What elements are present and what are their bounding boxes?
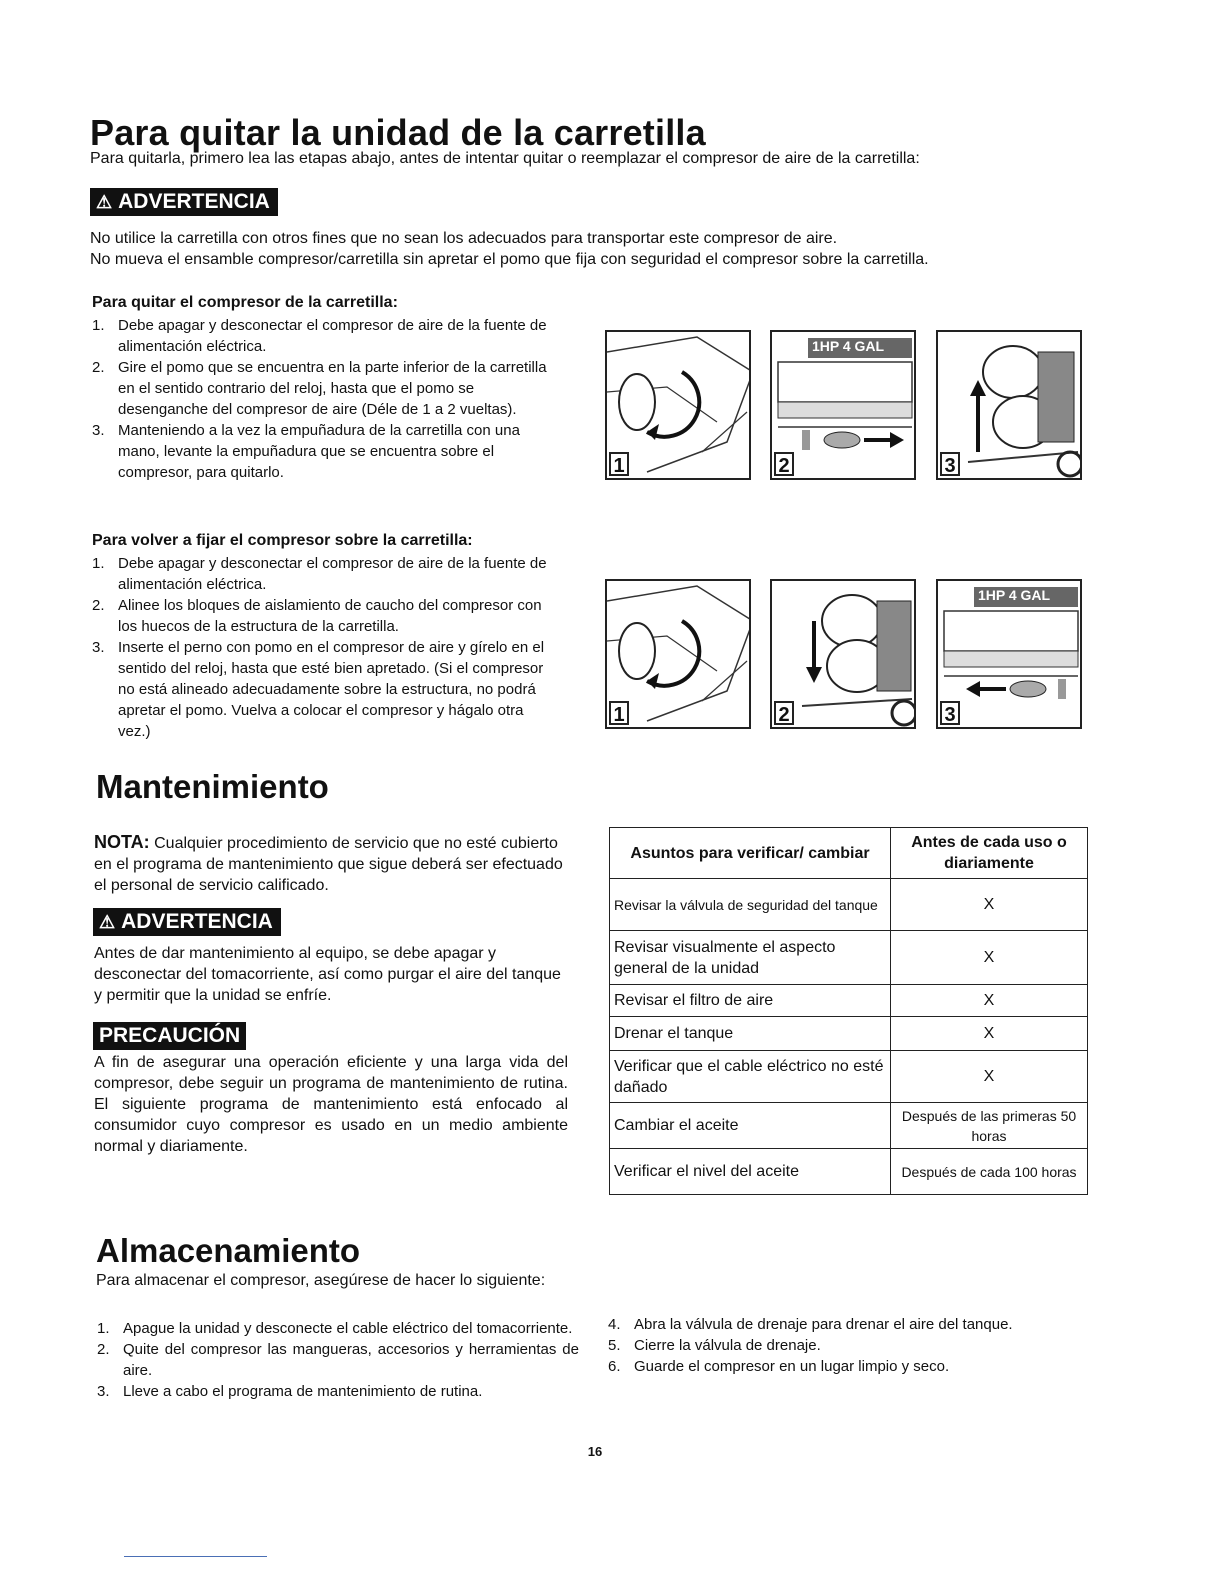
attach-steps-list <box>92 553 552 742</box>
section-title-maintenance: Mantenimiento <box>96 768 329 805</box>
list-item: 2. Gire el pomo que se encuentra en la parte inferior de la carretilla en el sentido contrario del reloj, hasta que el pomo se desenganche del compresor de aire (Déle de 1 a 2 vueltas). <box>92 359 547 418</box>
list-item: 4. Abra la válvula de drenaje para drenar el aire del tanque. <box>608 1316 1013 1333</box>
figure-number: 1 <box>609 701 629 725</box>
figure-number: 3 <box>940 452 960 476</box>
list-item: 2. Alinee los bloques de aislamiento de caucho del compresor con los huecos de la estructura de la carretilla. <box>92 597 542 635</box>
table-row <box>610 1017 1088 1051</box>
list-item: 2. Quite del compresor las mangueras, accesorios y herramientas de aire. <box>97 1341 579 1379</box>
figure-remove-step-1 <box>605 330 751 480</box>
section-title-storage: Almacenamiento <box>96 1232 361 1269</box>
table-cell-frequency: Después de cada 100 horas <box>891 1149 1088 1195</box>
attach-heading: Para volver a fijar el compresor sobre la carretilla: <box>92 532 473 549</box>
figure-attach-step-2 <box>770 579 916 729</box>
table-row <box>610 1149 1088 1195</box>
table-cell-item: Revisar la válvula de seguridad del tanque <box>610 879 891 931</box>
figure-number: 3 <box>940 701 960 725</box>
footer-rule <box>124 1556 267 1557</box>
storage-intro: Para almacenar el compresor, asegúrese de hacer lo siguiente: <box>96 1272 546 1289</box>
warning-triangle-icon: ⚠ <box>99 912 116 932</box>
storage-steps-left <box>97 1318 579 1402</box>
table-cell-frequency: Después de las primeras 50 horas <box>891 1103 1088 1149</box>
table-row <box>610 985 1088 1017</box>
figure-attach-step-1 <box>605 579 751 729</box>
column-header-frequency: Antes de cada uso o diariamente <box>891 828 1088 879</box>
list-item: 1. Debe apagar y desconectar el compresor de aire de la fuente de alimentación eléctrica. <box>92 317 547 355</box>
warning-text-removal <box>90 228 1090 270</box>
caution-text: A fin de asegurar una operación eficiente y una larga vida del compresor, debe seguir un programa de mantenimiento de rutina. El siguiente programa de mantenimiento está enfocado al consumidor cuyo compresor es usado en un medio ambiente normal y diariamente. <box>94 1054 568 1155</box>
warning-label: ADVERTENCIA <box>118 190 270 213</box>
list-item: 3. Inserte el perno con pomo en el compresor de aire y gírelo en el sentido del reloj, hasta que esté bien apretado. (Si el compresor no está alineado adecuadamente sobre la estructura, no podrá apretar el pomo. Vuelva a colocar el compresor y hágalo otra vez.) <box>92 639 545 740</box>
warning-text-maintenance: Antes de dar mantenimiento al equipo, se debe apagar y desconectar del tomacorriente, así como purgar el aire del tanque y permitir que la unidad se enfríe. <box>94 945 561 1004</box>
warning-banner-maintenance <box>93 908 281 936</box>
table-cell-frequency: X <box>891 1017 1088 1051</box>
maintenance-note <box>94 832 564 896</box>
note-label: NOTA: <box>94 832 150 852</box>
warning-banner-removal <box>90 188 278 216</box>
table-row <box>610 931 1088 985</box>
table-cell-item: Cambiar el aceite <box>610 1103 891 1149</box>
remove-heading: Para quitar el compresor de la carretilla: <box>92 294 398 311</box>
figure-number: 2 <box>774 701 794 725</box>
figure-remove-step-2 <box>770 330 916 480</box>
table-cell-frequency: X <box>891 879 1088 931</box>
page-number: 16 <box>587 1444 603 1459</box>
warning-label: ADVERTENCIA <box>121 910 273 933</box>
figure-number: 1 <box>609 452 629 476</box>
warning-triangle-icon: ⚠ <box>96 192 113 212</box>
table-cell-frequency: X <box>891 985 1088 1017</box>
warning-line: No mueva el ensamble compresor/carretilla sin apretar el pomo que fija con seguridad el compresor sobre la carretilla. <box>90 251 929 268</box>
column-header-item: Asuntos para verificar/ cambiar <box>610 828 891 879</box>
label-plate: 1HP 4 GAL <box>812 338 885 354</box>
note-text: Cualquier procedimiento de servicio que no esté cubierto en el programa de mantenimiento que sigue deberá ser efectuado el personal de servicio calificado. <box>94 835 563 894</box>
table-header-row <box>610 828 1088 879</box>
removal-intro: Para quitarla, primero lea las etapas abajo, antes de intentar quitar o reemplazar el compresor de aire de la carretilla: <box>90 150 920 167</box>
section-title-removal: Para quitar la unidad de la carretilla <box>90 112 706 153</box>
table-cell-item: Verificar el nivel del aceite <box>610 1149 891 1195</box>
list-item: 6. Guarde el compresor en un lugar limpio y seco. <box>608 1358 950 1375</box>
table-cell-item: Revisar visualmente el aspecto general de la unidad <box>610 931 891 985</box>
list-item: 1. Debe apagar y desconectar el compresor de aire de la fuente de alimentación eléctrica. <box>92 555 547 593</box>
list-item: 3. Manteniendo a la vez la empuñadura de la carretilla con una mano, levante la empuñadura que se encuentra sobre el compresor, para quitarlo. <box>92 422 520 481</box>
table-cell-item: Verificar que el cable eléctrico no esté dañado <box>610 1051 891 1103</box>
table-row <box>610 1051 1088 1103</box>
table-cell-frequency: X <box>891 931 1088 985</box>
list-item: 1. Apague la unidad y desconecte el cable eléctrico del tomacorriente. <box>97 1320 573 1337</box>
figure-attach-step-3 <box>936 579 1082 729</box>
caution-banner: PRECAUCIÓN <box>93 1022 246 1050</box>
warning-line: No utilice la carretilla con otros fines que no sean los adecuados para transportar este compresor de aire. <box>90 230 838 247</box>
list-item: 3. Lleve a cabo el programa de mantenimiento de rutina. <box>97 1383 483 1400</box>
table-row <box>610 879 1088 931</box>
table-row <box>610 1103 1088 1149</box>
remove-steps-list <box>92 315 552 483</box>
table-cell-item: Revisar el filtro de aire <box>610 985 891 1017</box>
table-cell-frequency: X <box>891 1051 1088 1103</box>
maintenance-table <box>609 827 1088 1195</box>
storage-steps-right <box>608 1314 1078 1377</box>
label-plate: 1HP 4 GAL <box>978 587 1051 603</box>
list-item: 5. Cierre la válvula de drenaje. <box>608 1337 821 1354</box>
table-cell-item: Drenar el tanque <box>610 1017 891 1051</box>
figure-remove-step-3 <box>936 330 1082 480</box>
figure-number: 2 <box>774 452 794 476</box>
